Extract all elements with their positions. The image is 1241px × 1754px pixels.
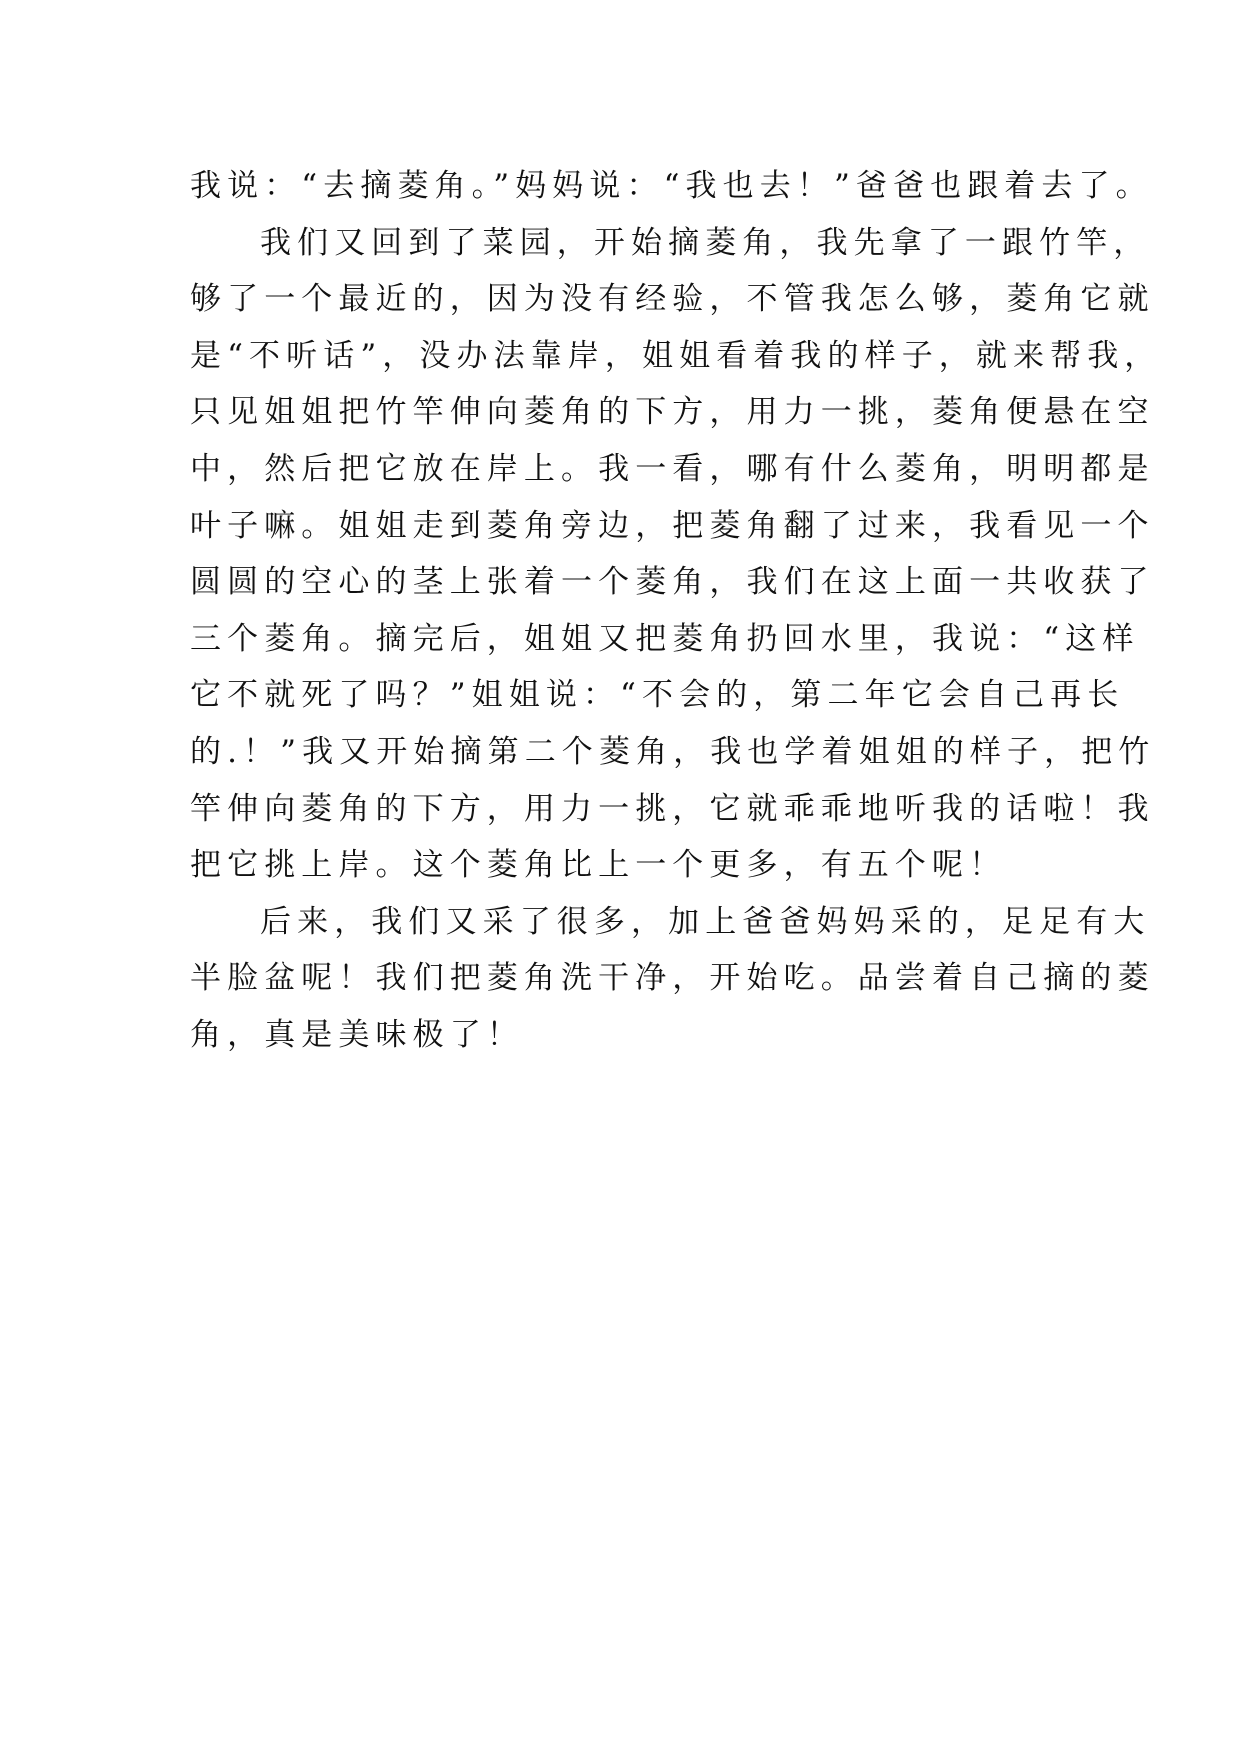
text-line: 竿伸向菱角的下方，用力一挑，它就乖乖地听我的话啦！我 — [190, 790, 1155, 827]
body-text — [190, 158, 1162, 1064]
text-line: 的.！”我又开始摘第二个菱角，我也学着姐姐的样子，把竹 — [190, 733, 1156, 770]
text-line: 把它挑上岸。这个菱角比上一个更多，有五个呢！ — [190, 847, 1007, 884]
text-line: 半脸盆呢！我们把菱角洗干净，开始吃。品尝着自己摘的菱 — [190, 960, 1155, 997]
text-line: 角，真是美味极了！ — [190, 1016, 524, 1053]
text-line: 我说：“去摘菱角。”妈妈说：“我也去！”爸爸也跟着去了。 — [190, 168, 1153, 204]
text-line: 圆圆的空心的茎上张着一个菱角，我们在这上面一共收获了 — [190, 564, 1155, 601]
text-line: 叶子嘛。姐姐走到菱角旁边，把菱角翻了过来，我看见一个 — [190, 507, 1155, 544]
text-line: 后来，我们又采了很多，加上爸爸妈妈采的，足足有大 — [260, 903, 1151, 940]
text-line: 它不就死了吗？”姐姐说：“不会的，第二年它会自己再长 — [190, 677, 1125, 714]
text-line: 三个菱角。摘完后，姐姐又把菱角扔回水里，我说：“这样 — [190, 620, 1140, 657]
text-line: 我们又回到了菜园，开始摘菱角，我先拿了一跟竹竿， — [260, 224, 1151, 261]
text-line: 够了一个最近的，因为没有经验，不管我怎么够，菱角它就 — [190, 281, 1155, 318]
text-line: 只见姐姐把竹竿伸向菱角的下方，用力一挑，菱角便悬在空 — [190, 394, 1155, 431]
text-line: 中，然后把它放在岸上。我一看，哪有什么菱角，明明都是 — [190, 450, 1155, 487]
text-line: 是“不听话”，没办法靠岸，姐姐看着我的样子，就来帮我， — [190, 337, 1162, 374]
